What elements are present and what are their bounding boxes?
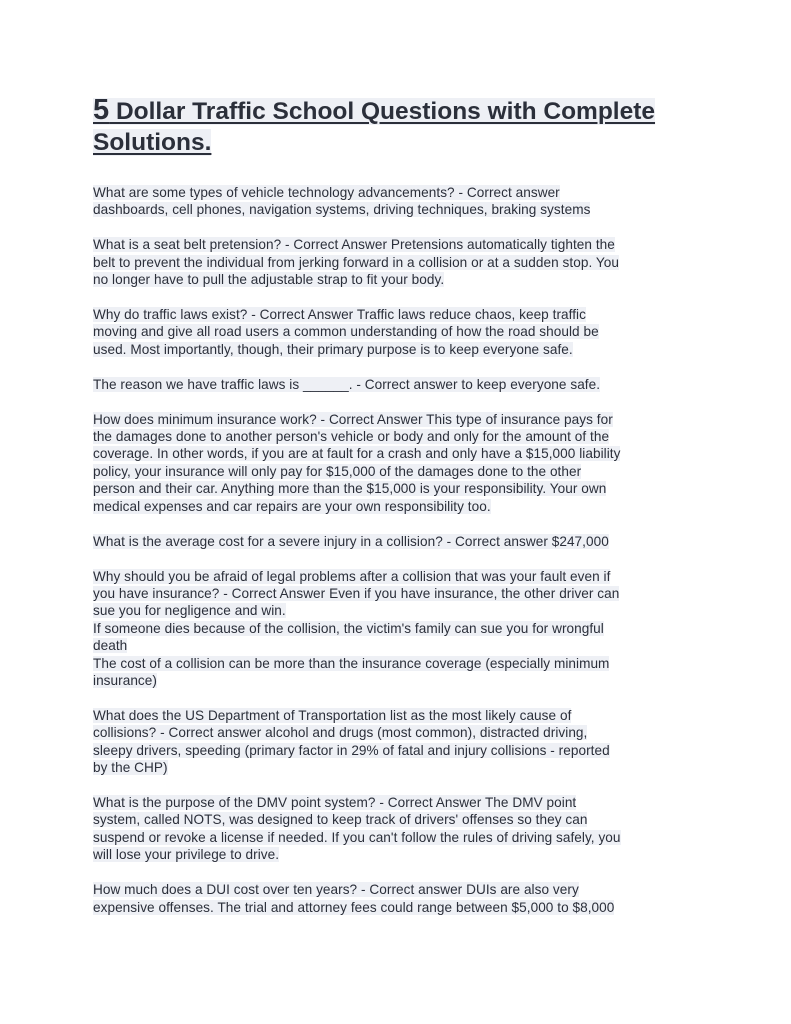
qa-paragraph <box>93 794 699 864</box>
text-line <box>93 568 699 585</box>
text-line-content: dashboards, cell phones, navigation systems, driving techniques, braking systems <box>93 202 591 218</box>
text-line-content: coverage. In other words, if you are at fault for a crash and only have a $15,000 liability <box>93 446 621 462</box>
text-line <box>93 637 699 654</box>
qa-paragraph <box>93 411 699 515</box>
text-line-content: What does the US Department of Transportation list as the most likely cause of <box>93 707 572 723</box>
text-line-content: will lose your privilege to drive. <box>93 847 280 863</box>
text-line <box>93 794 699 811</box>
text-line <box>93 585 699 602</box>
text-line <box>93 236 699 253</box>
text-line <box>93 445 699 462</box>
text-line <box>93 742 699 759</box>
title-line-2: Solutions. <box>93 129 212 156</box>
text-line <box>93 724 699 741</box>
qa-paragraph <box>93 707 699 777</box>
text-line <box>93 602 699 619</box>
text-line <box>93 829 699 846</box>
text-line-content: no longer have to pull the adjustable strap to fit your body. <box>93 272 445 288</box>
text-line-content: The cost of a collision can be more than the insurance coverage (especially minimum <box>93 655 610 671</box>
text-line <box>93 881 699 898</box>
text-line-content: Why do traffic laws exist? - Correct Answer Traffic laws reduce chaos, keep traffic <box>93 307 586 323</box>
text-line <box>93 533 699 550</box>
text-line-content: system, called NOTS, was designed to keep track of drivers' offenses so they can <box>93 812 588 828</box>
title-line-1 <box>93 94 656 126</box>
text-line <box>93 463 699 480</box>
text-line <box>93 655 699 672</box>
text-line <box>93 323 699 340</box>
text-line <box>93 341 699 358</box>
text-line-content: suspend or revoke a license if needed. If you can't follow the rules of driving safely, you <box>93 829 621 845</box>
qa-paragraph <box>93 306 699 358</box>
text-line <box>93 498 699 515</box>
text-line <box>93 480 699 497</box>
text-line-content: What is the average cost for a severe injury in a collision? - Correct answer $247,000 <box>93 533 609 549</box>
text-line-content: How much does a DUI cost over ten years? - Correct answer DUIs are also very <box>93 882 579 898</box>
text-line <box>93 184 699 201</box>
text-line-content: medical expenses and car repairs are your own responsibility too. <box>93 498 491 514</box>
text-line <box>93 846 699 863</box>
qa-paragraph <box>93 533 699 550</box>
title-number: 5 <box>93 94 110 126</box>
text-line <box>93 707 699 724</box>
text-line-content: death <box>93 638 128 654</box>
text-line-content: expensive offenses. The trial and attorney fees could range between $5,000 to $8,000 <box>93 899 615 915</box>
text-line-content: policy, your insurance will only pay for $15,000 of the damages done to the other <box>93 463 582 479</box>
text-line-content: the damages done to another person's vehicle or body and only for the amount of the <box>93 429 610 445</box>
text-line-content: used. Most importantly, though, their primary purpose is to keep everyone safe. <box>93 341 573 357</box>
text-line <box>93 899 699 916</box>
title-text-1: Dollar Traffic School Questions with Complete <box>109 98 656 125</box>
text-line-content: If someone dies because of the collision, the victim's family can sue you for wrongful <box>93 620 604 636</box>
text-line <box>93 306 699 323</box>
text-line-content: moving and give all road users a common understanding of how the road should be <box>93 324 599 340</box>
text-line <box>93 254 699 271</box>
text-line-content: How does minimum insurance work? - Correct Answer This type of insurance pays for <box>93 411 613 427</box>
text-line-content: What is the purpose of the DMV point system? - Correct Answer The DMV point <box>93 794 577 810</box>
qa-list <box>93 184 699 916</box>
text-line <box>93 811 699 828</box>
text-line-content: by the CHP) <box>93 760 168 776</box>
qa-paragraph <box>93 184 699 219</box>
text-line-content: belt to prevent the individual from jerking forward in a collision or at a sudden stop. You <box>93 254 619 270</box>
text-line <box>93 376 699 393</box>
text-line <box>93 271 699 288</box>
text-line-content: person and their car. Anything more than the $15,000 is your responsibility. Your own <box>93 481 607 497</box>
text-line <box>93 759 699 776</box>
text-line <box>93 411 699 428</box>
qa-paragraph <box>93 236 699 288</box>
qa-paragraph <box>93 881 699 916</box>
text-line-content: insurance) <box>93 672 157 688</box>
text-line-content: sleepy drivers, speeding (primary factor in 29% of fatal and injury collisions - reported <box>93 742 610 758</box>
text-line <box>93 201 699 218</box>
qa-paragraph <box>93 376 699 393</box>
text-line-content: Why should you be afraid of legal problems after a collision that was your fault even if <box>93 568 611 584</box>
text-line <box>93 620 699 637</box>
text-line-content: you have insurance? - Correct Answer Even if you have insurance, the other driver can <box>93 585 620 601</box>
document-title <box>93 95 699 158</box>
document-page <box>93 95 699 933</box>
qa-paragraph <box>93 568 699 690</box>
text-line-content: What are some types of vehicle technology advancements? - Correct answer <box>93 185 560 200</box>
text-line-content: The reason we have traffic laws is ______. - Correct answer to keep everyone safe. <box>93 376 601 392</box>
text-line-content: sue you for negligence and win. <box>93 603 286 619</box>
text-line <box>93 428 699 445</box>
text-line-content: What is a seat belt pretension? - Correct Answer Pretensions automatically tighten the <box>93 237 615 253</box>
text-line <box>93 672 699 689</box>
text-line-content: collisions? - Correct answer alcohol and drugs (most common), distracted driving, <box>93 725 588 741</box>
